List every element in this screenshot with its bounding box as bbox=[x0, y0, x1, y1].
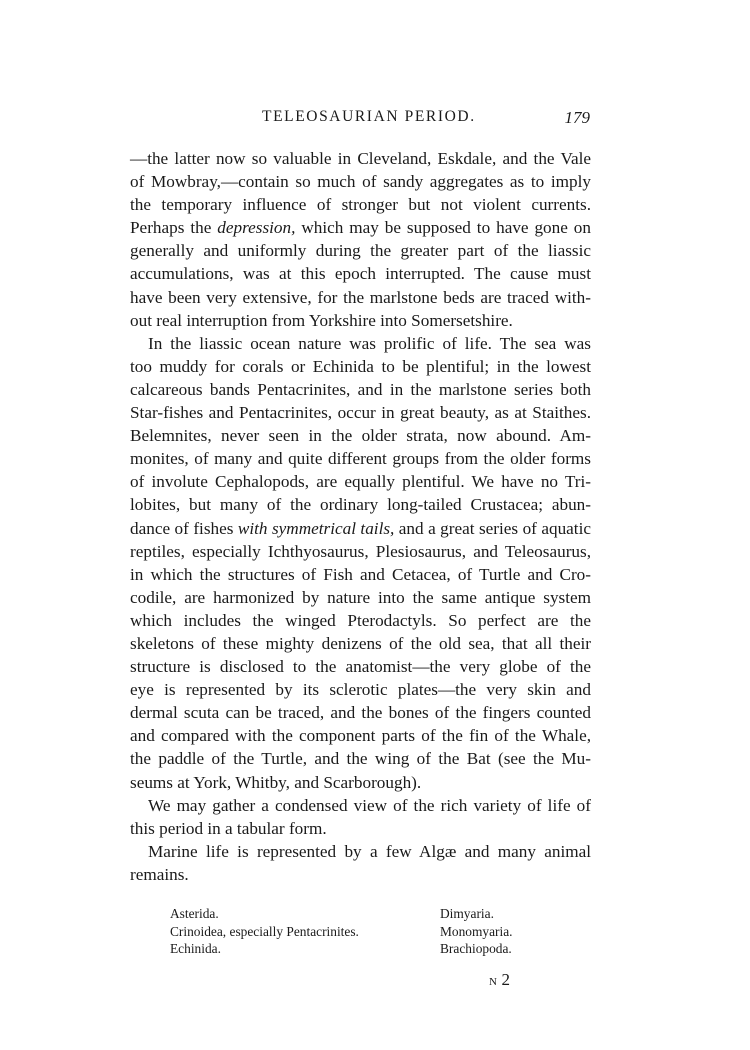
page-number: 179 bbox=[564, 108, 590, 127]
text-line: lobites, but many of the ordinary long-tailed Crustacea; abun- bbox=[130, 495, 591, 515]
species-item: Dimyaria. bbox=[440, 906, 494, 921]
signature-number: 2 bbox=[501, 970, 510, 989]
paragraph-1 bbox=[130, 147, 591, 332]
running-head bbox=[128, 108, 590, 132]
species-item: Brachiopoda. bbox=[440, 941, 512, 956]
species-item: Crinoidea, especially Pentacrinites. bbox=[170, 923, 359, 939]
text-line: —the latter now so valuable in Cleveland, Eskdale, and the Vale bbox=[130, 149, 591, 168]
text-line: reptiles, especially Ichthyosaurus, Plesiosaurus, and Teleosaurus, bbox=[130, 541, 591, 561]
text-line: of Mowbray,—contain so much of sandy aggregates as to imply bbox=[130, 172, 591, 192]
paragraph-4 bbox=[130, 840, 591, 886]
text-line: dermal scuta can be traced, and the bones of the fingers counted bbox=[130, 703, 591, 723]
text-line: of involute Cephalopods, are equally plentiful. We have no Tri- bbox=[130, 472, 591, 492]
signature-mark bbox=[489, 970, 510, 990]
signature-letter: N bbox=[489, 976, 498, 988]
text-line: skeletons of these mighty denizens of the old sea, that all their bbox=[130, 633, 591, 653]
text-line: this period in a tabular form. bbox=[130, 818, 327, 838]
running-title: TELEOSAURIAN PERIOD. bbox=[262, 108, 476, 125]
paragraph-2 bbox=[130, 332, 591, 794]
species-column-right bbox=[440, 905, 513, 958]
text-line: and compared with the component parts of the fin of the Whale, bbox=[130, 726, 591, 746]
text-line: calcareous bands Pentacrinites, and in the marlstone series both bbox=[130, 379, 591, 399]
text-line: in which the structures of Fish and Cetacea, of Turtle and Cro- bbox=[130, 564, 591, 584]
text-line: Perhaps the depression, which may be supposed to have gone on bbox=[130, 218, 591, 238]
text-line: the temporary influence of stronger but not violent currents. bbox=[130, 195, 591, 215]
text-line: out real interruption from Yorkshire into Somersetshire. bbox=[130, 310, 513, 330]
text-line: have been very extensive, for the marlstone beds are traced with- bbox=[130, 287, 591, 307]
species-column-left bbox=[170, 905, 359, 958]
text-line: dance of fishes with symmetrical tails, and a great series of aquatic bbox=[130, 518, 591, 538]
paragraph-3 bbox=[130, 794, 591, 840]
text-line: remains. bbox=[130, 864, 189, 884]
text-line: In the liassic ocean nature was prolific of life. The sea was bbox=[148, 333, 591, 353]
text-line: seums at York, Whitby, and Scarborough). bbox=[130, 772, 422, 792]
italic-emphasis: with symmetrical tails, bbox=[237, 518, 395, 538]
text-line: too muddy for corals or Echinida to be plentiful; in the lowest bbox=[130, 356, 591, 376]
text-line: eye is represented by its sclerotic plates—the very skin and bbox=[130, 680, 591, 700]
text-line: structure is disclosed to the anatomist—the very globe of the bbox=[130, 657, 591, 677]
text-line: the paddle of the Turtle, and the wing of the Bat (see the Mu- bbox=[130, 749, 591, 769]
text-line: codile, are harmonized by nature into the same antique system bbox=[130, 587, 591, 607]
text-line: We may gather a condensed view of the rich variety of life of bbox=[148, 795, 591, 815]
text-line: accumulations, was at this epoch interrupted. The cause must bbox=[130, 264, 591, 284]
text-line: generally and uniformly during the greater part of the liassic bbox=[130, 241, 591, 261]
species-item: Asterida. bbox=[170, 906, 219, 921]
text-line: monites, of many and quite different groups from the older forms bbox=[130, 449, 591, 469]
text-line: Marine life is represented by a few Algæ and many animal bbox=[148, 841, 591, 861]
text-line: Star-fishes and Pentacrinites, occur in great beauty, as at Staithes. bbox=[130, 403, 591, 423]
text-line: which includes the winged Pterodactyls. So perfect are the bbox=[130, 610, 591, 630]
species-item: Echinida. bbox=[170, 941, 221, 956]
body-text bbox=[130, 147, 591, 886]
species-item: Monomyaria. bbox=[440, 923, 513, 939]
text-line: Belemnites, never seen in the older strata, now abound. Am- bbox=[130, 426, 591, 446]
italic-emphasis: depression, bbox=[217, 218, 296, 238]
